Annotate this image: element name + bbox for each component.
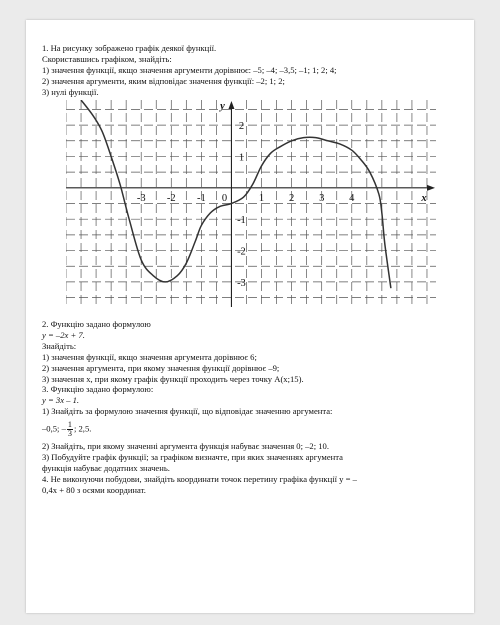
task-3-values-pre: –0,5; – (42, 423, 66, 434)
x-tick-label: 3 (319, 192, 325, 204)
task-1-item-3: 3) нулі функції. (42, 86, 99, 97)
task-3-title: 3. Функцію задано формулою: (42, 384, 154, 395)
task-2-3-4-block (42, 319, 357, 496)
task-3-item-3a: 3) Побудуйте графік функції; за графіком визначте, при яких значеннях аргумента (42, 452, 343, 463)
x-tick-label: -1 (196, 192, 206, 204)
task-3-formula: y = 3x – 1. (42, 395, 80, 406)
x-tick-label: -2 (166, 192, 176, 204)
x-tick-label: 4 (349, 192, 355, 204)
task-1-block (42, 43, 337, 98)
task-3-item-3b: функція набуває додатних значень. (42, 462, 170, 473)
y-tick-label: 2 (238, 121, 245, 133)
task-3-values-post: ; 2,5. (73, 423, 92, 434)
x-tick-label: 1 (258, 192, 265, 204)
task-2-item-3: 3) значення x, при якому графік функції проходить через точку A(x;15). (42, 373, 304, 384)
task-2-title: 2. Функцію задано формулою (42, 319, 151, 329)
task-3-values (42, 421, 357, 438)
task-3-item-1: 1) Знайдіть за формулою значення функції, що відповідає значенню аргумента: (42, 406, 333, 417)
x-axis-arrow-icon (427, 185, 435, 191)
task-1-title: 1. На рисунку зображено графік деякої функції. (42, 43, 217, 53)
task-1-intro: Скориставшись графіком, знайдіть: (42, 53, 172, 64)
fraction-denominator: 3 (67, 429, 72, 439)
x-tick-label: -3 (136, 192, 146, 204)
function-curve (81, 100, 391, 288)
y-tick-label: 1 (238, 152, 245, 164)
y-tick-label: -1 (237, 215, 246, 227)
task-2-formula: y = –2x + 7. (42, 329, 85, 340)
task-2-item-2: 2) значення аргумента, при якому значення функції дорівнює –9; (42, 362, 280, 373)
y-axis-arrow-icon (228, 101, 234, 109)
task-1-item-1: 1) значення функції, якщо значення аргументи дорівнює: –5; –4; –3,5; –1; 1; 2; 4; (42, 64, 337, 75)
task-1-item-2: 2) значення аргументи, яким відповідає значення функції: –2; 1; 2; (42, 75, 285, 86)
tick-labels (137, 101, 427, 289)
task-2-find: Знайдіть: (42, 340, 77, 351)
function-graph (66, 100, 436, 307)
task-3-item-2: 2) Знайдіть, при якому значенні аргумента функція набуває значення 0; –2; 10. (42, 441, 330, 452)
x-tick-label: 2 (288, 192, 295, 204)
x-tick-label: 0 (221, 192, 228, 204)
y-tick-label: -3 (237, 277, 246, 289)
x-axis-label: x (421, 192, 427, 204)
task-4-line-2: 0,4x + 80 з осями координат. (42, 484, 146, 495)
y-tick-label: -2 (237, 246, 246, 258)
fraction-numerator: 1 (67, 420, 72, 430)
y-axis-label: y (220, 101, 225, 112)
fraction (67, 421, 73, 438)
task-4-line-1: 4. Не виконуючи побудови, знайдіть координати точок перетину графіка функції y = – (42, 473, 357, 484)
task-2-item-1: 1) значення функції, якщо значення аргумента дорівнює 6; (42, 351, 257, 362)
